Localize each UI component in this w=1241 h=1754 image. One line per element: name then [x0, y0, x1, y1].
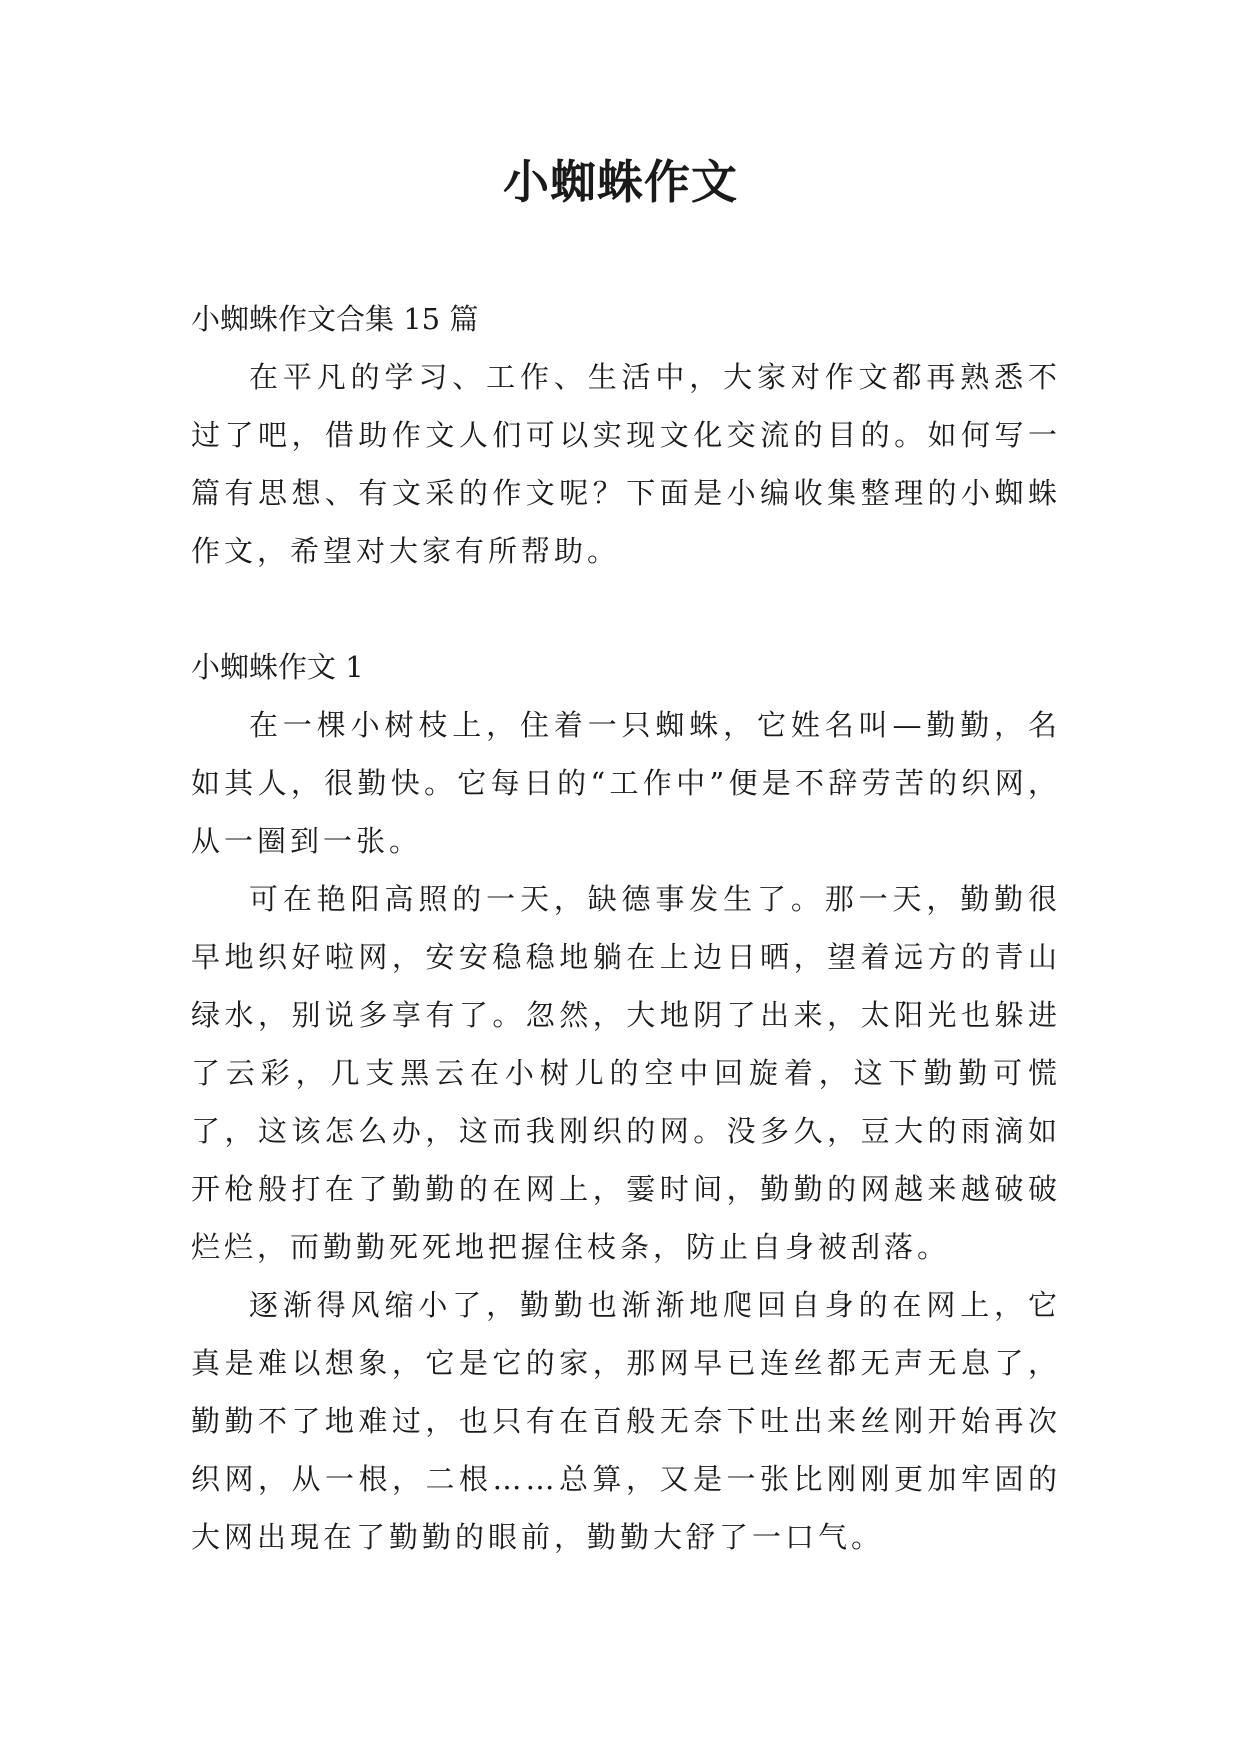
essay-paragraph-3: 逐渐得风缩小了，勤勤也渐渐地爬回自身的在网上，它真是难以想象，它是它的家，那网早已连丝都无声无息了，勤勤不了地难过，也只有在百般无奈下吐出来丝刚开始再次织网，从一根，二根……总算，又是一张比刚刚更加牢固的大网出現在了勤勤的眼前，勤勤大舒了一口气。 — [191, 1288, 1061, 1554]
essay-heading: 小蜘蛛作文 1 — [191, 650, 364, 684]
collection-heading: 小蜘蛛作文合集 15 篇 — [191, 302, 479, 336]
section-spacer — [191, 580, 1061, 638]
essay-paragraph-1: 在一棵小树枝上，住着一只蜘蛛，它姓名叫—勤勤，名如其人，很勤快。它每日的“工作中”便是不辞劳苦的织网，从一圈到一张。 — [191, 708, 1061, 858]
essay-paragraph-2: 可在艳阳高照的一天，缺德事发生了。那一天，勤勤很早地织好啦网，安安稳稳地躺在上边日晒，望着远方的青山绿水，别说多享有了。忽然，大地阴了出来，太阳光也躲进了云彩，几支黑云在小树儿的空中回旋着，这下勤勤可慌了，这该怎么办，这而我刚织的网。没多久，豆大的雨滴如开枪般打在了勤勤的在网上，霎时间，勤勤的网越来越破破烂烂，而勤勤死死地把握住枝条，防止自身被刮落。 — [191, 882, 1061, 1264]
document-body — [191, 290, 1061, 1566]
document-title: 小蜘蛛作文 — [503, 155, 738, 209]
intro-paragraph: 在平凡的学习、工作、生活中，大家对作文都再熟悉不过了吧，借助作文人们可以实现文化交流的目的。如何写一篇有思想、有文采的作文呢？下面是小编收集整理的小蜘蛛作文，希望对大家有所帮助。 — [191, 360, 1061, 568]
